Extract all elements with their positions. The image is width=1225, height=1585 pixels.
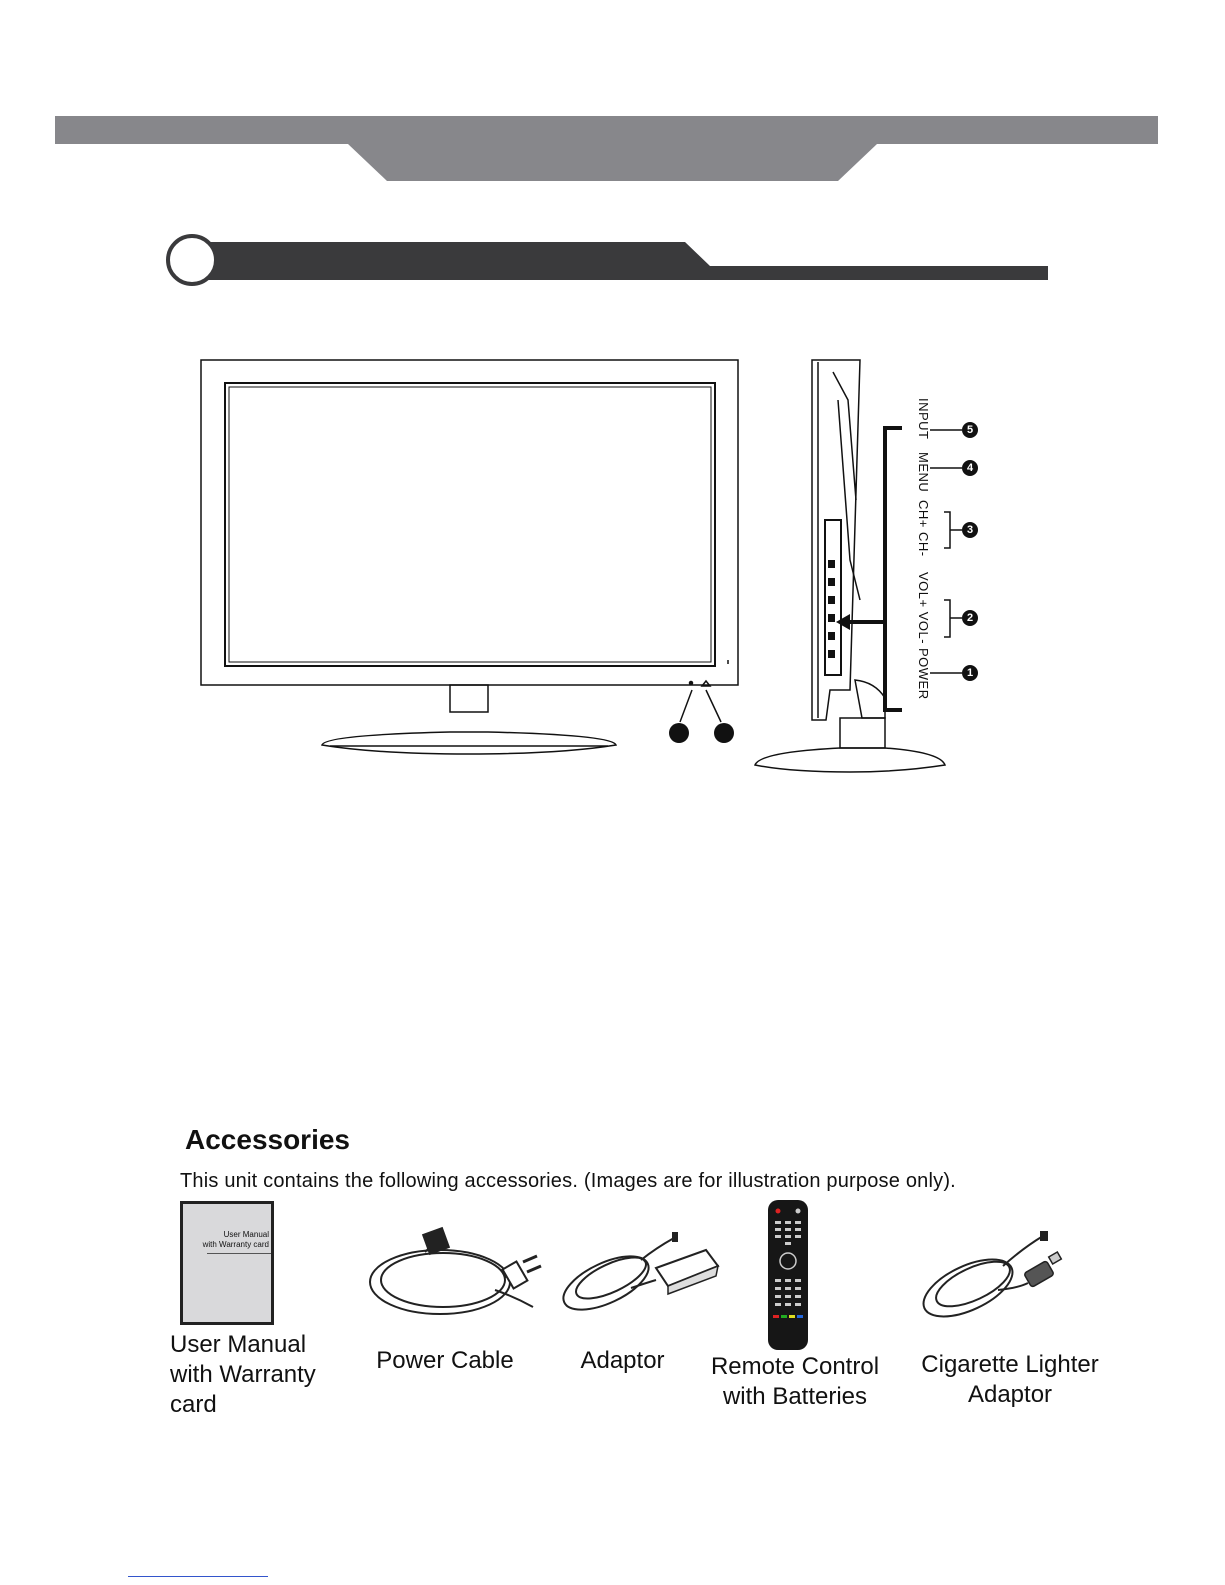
manual-cover-line-1: User Manual	[223, 1230, 269, 1239]
input-button-label: INPUT	[916, 398, 931, 440]
adaptor-icon	[556, 1228, 726, 1318]
channel-button-label: CH+ CH-	[916, 500, 931, 557]
power-button-label: POWER	[916, 648, 931, 700]
callout-number-3: 3	[962, 522, 978, 538]
accessory-label-power-cable: Power Cable	[376, 1347, 514, 1374]
manual-icon	[180, 1201, 274, 1325]
section-number-circle	[168, 236, 216, 284]
callout-dot-2	[714, 723, 734, 743]
header-banner	[0, 0, 1225, 200]
callout-number-2: 2	[962, 610, 978, 626]
volume-button-label: VOL+ VOL-	[916, 572, 931, 645]
accessory-label-remote-control: Remote Control with Batteries	[710, 1353, 880, 1410]
menu-button-label: MENU	[916, 452, 931, 493]
callout-dot-1	[669, 723, 689, 743]
tv-illustration	[190, 350, 1020, 790]
cigarette-lighter-adaptor-icon	[918, 1228, 1068, 1320]
callout-number-1: 1	[962, 665, 978, 681]
accessory-label-cigarette-lighter-adaptor: Cigarette Lighter Adaptor	[921, 1351, 1099, 1408]
remote-control-icon	[764, 1199, 812, 1353]
accessories-title: Accessories	[185, 1124, 351, 1155]
accessories-description: This unit contains the following accessories. (Images are for illustration purpose only).	[180, 1170, 956, 1192]
power-cable-icon	[365, 1222, 545, 1322]
accessory-label-adaptor: Adaptor	[580, 1347, 665, 1374]
callout-number-5: 5	[962, 422, 978, 438]
section-heading-bar	[160, 230, 1060, 290]
footer-link-underline	[128, 1576, 268, 1577]
accessory-label-manual: User Manual with Warranty card	[170, 1331, 316, 1418]
callout-number-4: 4	[962, 460, 978, 476]
manual-cover-line-2: with Warranty card	[202, 1240, 269, 1249]
